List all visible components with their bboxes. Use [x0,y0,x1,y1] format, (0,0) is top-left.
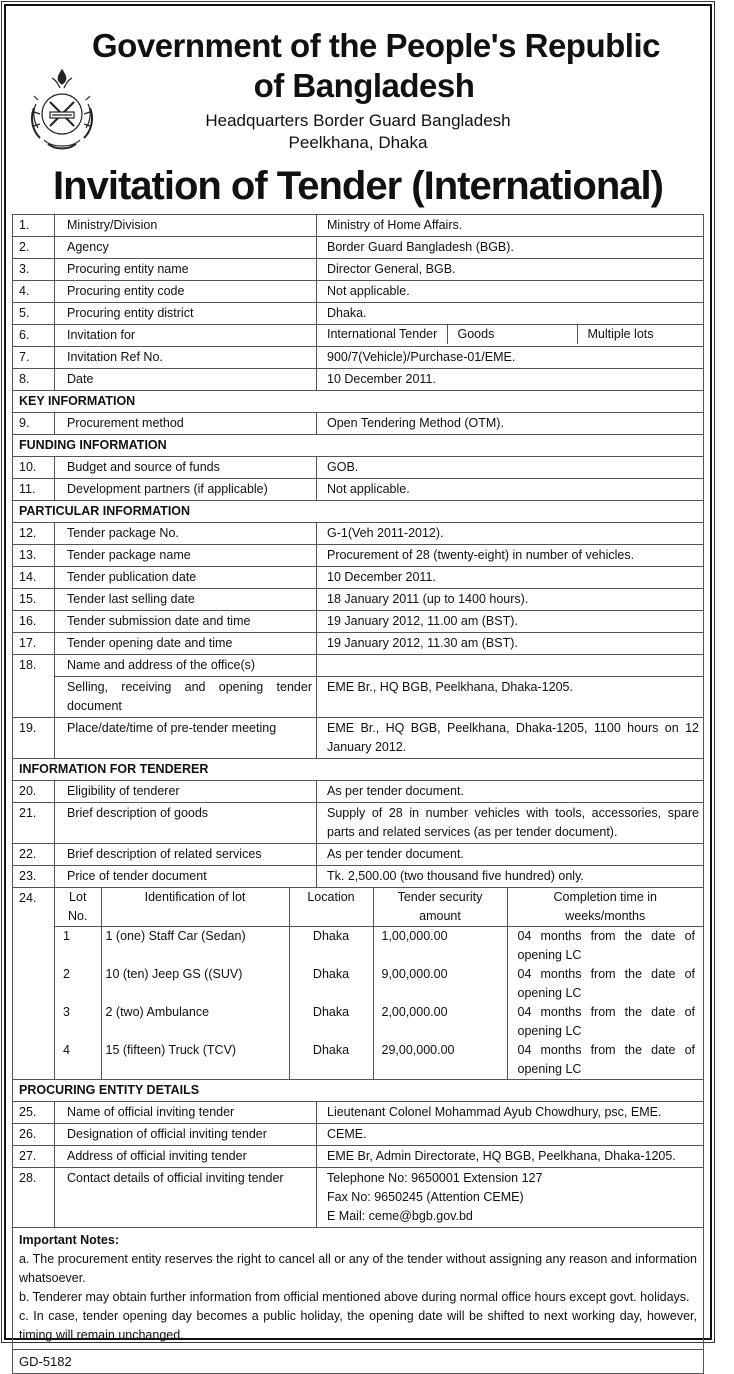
table-row [13,611,704,633]
lot-time: 04 months from the date of opening LC [507,1003,703,1041]
row-label: Brief description of goods [55,803,317,844]
hq-line1: Headquarters Border Guard Bangladesh [205,111,511,130]
table-row [13,369,704,391]
row-number: 3. [13,259,55,281]
lots-cell [55,888,704,1080]
table-row [13,413,704,435]
lot-number: 2 [55,965,101,1003]
lot-amount: 9,00,000.00 [373,965,507,1003]
important-notes [13,1228,704,1350]
row-number: 28. [13,1168,55,1228]
table-row [13,259,704,281]
row-label: Brief description of related services [55,844,317,866]
row-label: Tender last selling date [55,589,317,611]
section-funding-information: FUNDING INFORMATION [13,435,704,457]
lot-location: Dhaka [289,1041,373,1079]
lots-header-security: Tender security amount [373,888,507,927]
row-label: Procuring entity code [55,281,317,303]
lots-header-completion: Completion time in weeks/months [507,888,703,927]
row-value: 10 December 2011. [317,567,704,589]
lot-location: Dhaka [289,927,373,966]
row-value: Director General, BGB. [317,259,704,281]
row-label: Address of official inviting tender [55,1146,317,1168]
note-c: c. In case, tender opening day becomes a public holiday, the opening date will be shifted to next working day, however, timing will remain unchanged. [19,1309,697,1342]
lots-header-row [55,888,703,927]
row-label: Invitation Ref No. [55,347,317,369]
row-label: Procurement method [55,413,317,435]
table-row [13,523,704,545]
lot-amount: 1,00,000.00 [373,927,507,966]
section-heading [13,391,704,413]
section-procuring-entity-details: PROCURING ENTITY DETAILS [13,1080,704,1102]
row-label: Tender package name [55,545,317,567]
table-row [13,215,704,237]
table-row-lots [13,888,704,1080]
note-a: a. The procurement entity reserves the right to cancel all or any of the tender without assigning any reason and information whatsoever. [19,1252,697,1285]
footer-code: GD-5182 [13,1350,704,1374]
lot-number: 3 [55,1003,101,1041]
lots-header-ident: Identification of lot [101,888,289,927]
note-b: b. Tenderer may obtain further information from official mentioned above during normal office hours except govt. holidays. [19,1290,690,1304]
row-label: Budget and source of funds [55,457,317,479]
table-row [13,545,704,567]
row-value: G-1(Veh 2011-2012). [317,523,704,545]
row-number: 9. [13,413,55,435]
row-value: EME Br, Admin Directorate, HQ BGB, Peelkhana, Dhaka-1205. [317,1146,704,1168]
row-value-empty [317,655,704,677]
row-value: Lieutenant Colonel Mohammad Ayub Chowdhury, psc, EME. [317,1102,704,1124]
table-row [13,303,704,325]
row-value: Procurement of 28 (twenty-eight) in number of vehicles. [317,545,704,567]
lot-row [55,1041,703,1079]
table-row [13,325,704,347]
lot-row [55,927,703,966]
lot-amount: 29,00,000.00 [373,1041,507,1079]
row-value: Border Guard Bangladesh (BGB). [317,237,704,259]
row-number: 18. [13,655,55,718]
row-number: 7. [13,347,55,369]
table-row [13,633,704,655]
page-title: Invitation of Tender (International) [53,164,663,208]
section-heading [13,435,704,457]
table-row [13,479,704,501]
contact-fax: Fax No: 9650245 (Attention CEME) [327,1190,524,1204]
row-label: Eligibility of tenderer [55,781,317,803]
table-row [13,237,704,259]
table-row [13,457,704,479]
row-number: 13. [13,545,55,567]
table-row [13,655,704,677]
lots-header-location: Location [289,888,373,927]
row-value: EME Br., HQ BGB, Peelkhana, Dhaka-1205. [317,677,704,718]
row-value: As per tender document. [317,844,704,866]
row-value: Not applicable. [317,281,704,303]
invitation-for-cell [317,325,704,347]
section-information-for-tenderer: INFORMATION FOR TENDERER [13,759,704,781]
row-number: 6. [13,325,55,347]
table-row [13,844,704,866]
table-row [13,803,704,844]
section-key-information: KEY INFORMATION [13,391,704,413]
row-label: Date [55,369,317,391]
row-label: Agency [55,237,317,259]
lot-ident: 1 (one) Staff Car (Sedan) [101,927,289,966]
row-number: 14. [13,567,55,589]
notes-row [13,1228,704,1350]
lots-table [55,888,703,1079]
row-number: 17. [13,633,55,655]
lot-ident: 15 (fifteen) Truck (TCV) [101,1041,289,1079]
row-number: 27. [13,1146,55,1168]
row-label: Procuring entity district [55,303,317,325]
row-value: 18 January 2011 (up to 1400 hours). [317,589,704,611]
lot-amount: 2,00,000.00 [373,1003,507,1041]
row-number: 24. [13,888,55,1080]
row-number: 4. [13,281,55,303]
row-label: Name and address of the office(s) [55,655,317,677]
table-row [13,781,704,803]
section-heading [13,501,704,523]
row-value: Dhaka. [317,303,704,325]
row-label: Name of official inviting tender [55,1102,317,1124]
table-row [13,281,704,303]
table-row [13,718,704,759]
row-label: Contact details of official inviting tender [55,1168,317,1228]
row-value: GOB. [317,457,704,479]
tender-table [12,214,704,1374]
gov-title-line1: Government of the People's Republic [92,27,660,64]
table-row [13,589,704,611]
row-value: 900/7(Vehicle)/Purchase-01/EME. [317,347,704,369]
row-value: Tk. 2,500.00 (two thousand five hundred) only. [317,866,704,888]
lot-ident: 10 (ten) Jeep GS ((SUV) [101,965,289,1003]
row-number: 19. [13,718,55,759]
row-label: Tender opening date and time [55,633,317,655]
section-heading [13,1080,704,1102]
row-number: 26. [13,1124,55,1146]
header [0,27,716,152]
row-label: Invitation for [55,325,317,347]
table-row [13,1124,704,1146]
row-label: Development partners (if applicable) [55,479,317,501]
table-row [13,1168,704,1228]
row-value: CEME. [317,1124,704,1146]
row-number: 10. [13,457,55,479]
lot-row [55,965,703,1003]
lot-location: Dhaka [289,965,373,1003]
bgb-emblem-icon [22,68,102,154]
row-number: 1. [13,215,55,237]
row-number: 23. [13,866,55,888]
row-number: 20. [13,781,55,803]
section-heading [13,759,704,781]
invitation-type: International Tender [317,325,447,344]
row-value: Supply of 28 in number vehicles with tools, accessories, spare parts and related services (as per tender document). [317,803,704,844]
hq-line2: Peelkhana, Dhaka [288,133,428,152]
lot-location: Dhaka [289,1003,373,1041]
lot-time: 04 months from the date of opening LC [507,965,703,1003]
row-number: 11. [13,479,55,501]
table-row [13,1146,704,1168]
row-number: 2. [13,237,55,259]
lots-header-lot: Lot No. [55,888,101,927]
lot-time: 04 months from the date of opening LC [507,927,703,966]
row-label: Tender package No. [55,523,317,545]
row-sublabel: Selling, receiving and opening tender document [55,677,317,718]
row-number: 8. [13,369,55,391]
row-number: 22. [13,844,55,866]
row-value: Not applicable. [317,479,704,501]
row-value: 19 January 2012, 11.30 am (BST). [317,633,704,655]
lot-ident: 2 (two) Ambulance [101,1003,289,1041]
row-value: As per tender document. [317,781,704,803]
invitation-category: Goods [447,325,577,344]
row-value: 19 January 2012, 11.00 am (BST). [317,611,704,633]
row-value: EME Br., HQ BGB, Peelkhana, Dhaka-1205, 1100 hours on 12 January 2012. [317,718,704,759]
lot-number: 1 [55,927,101,966]
gov-title-line2: of Bangladesh [253,67,475,104]
table-row [13,1102,704,1124]
row-number: 5. [13,303,55,325]
invitation-lots: Multiple lots [587,327,654,341]
footer-row [13,1350,704,1374]
table-row [13,866,704,888]
row-number: 21. [13,803,55,844]
row-label: Designation of official inviting tender [55,1124,317,1146]
row-label: Tender publication date [55,567,317,589]
lot-number: 4 [55,1041,101,1079]
row-label: Procuring entity name [55,259,317,281]
contact-details [317,1168,704,1228]
row-label: Place/date/time of pre-tender meeting [55,718,317,759]
row-number: 16. [13,611,55,633]
table-row [13,567,704,589]
row-number: 15. [13,589,55,611]
lot-row [55,1003,703,1041]
notes-heading: Important Notes: [19,1233,119,1247]
contact-telephone: Telephone No: 9650001 Extension 127 [327,1171,543,1185]
row-number: 12. [13,523,55,545]
row-value: Open Tendering Method (OTM). [317,413,704,435]
row-label: Tender submission date and time [55,611,317,633]
contact-email[interactable]: E Mail: ceme@bgb.gov.bd [327,1209,473,1223]
section-particular-information: PARTICULAR INFORMATION [13,501,704,523]
row-value: 10 December 2011. [317,369,704,391]
row-label: Price of tender document [55,866,317,888]
lot-time: 04 months from the date of opening LC [507,1041,703,1079]
row-label: Ministry/Division [55,215,317,237]
table-row [13,677,704,718]
row-number: 25. [13,1102,55,1124]
row-value: Ministry of Home Affairs. [317,215,704,237]
table-row [13,347,704,369]
